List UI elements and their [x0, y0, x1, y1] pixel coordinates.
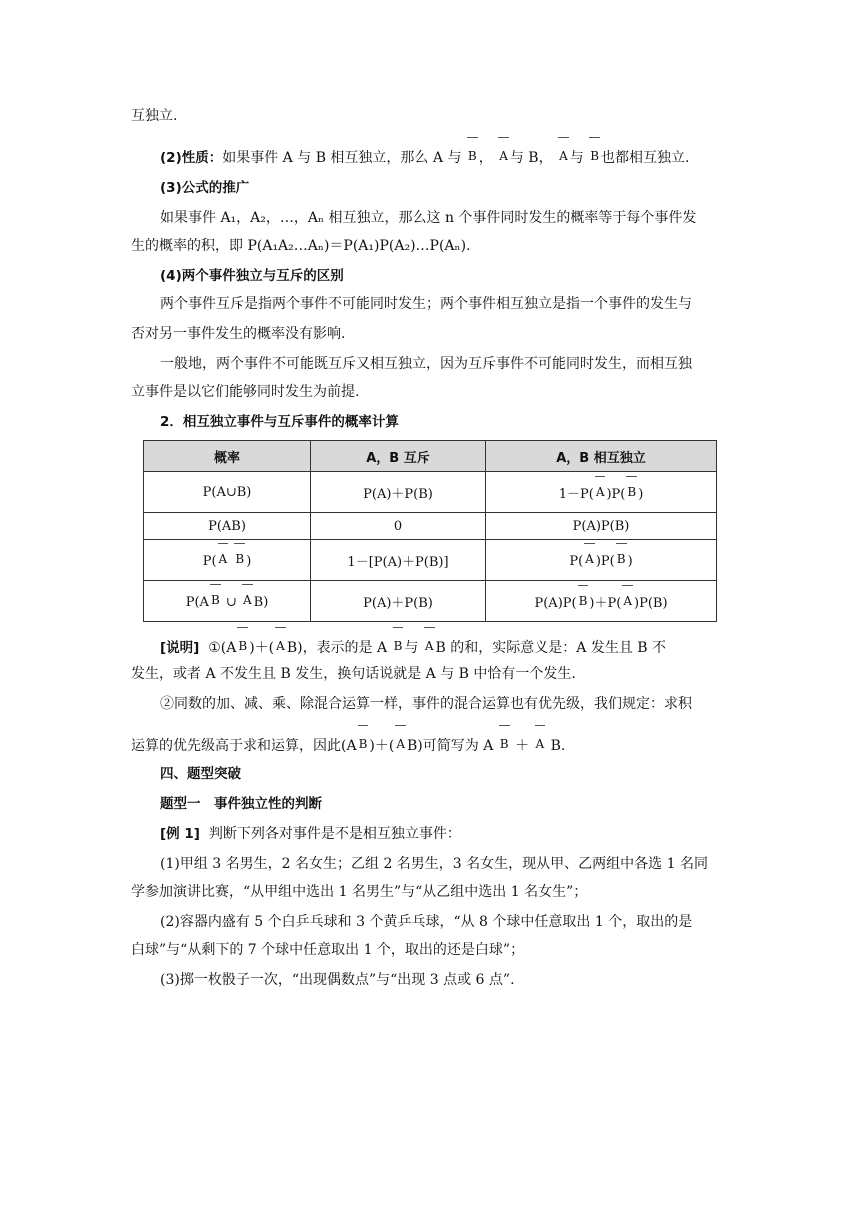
paragraph-line: 运算的优先级高于求和运算，因此(A B )＋( A B)可简写为 A B ＋ A B. — [131, 734, 731, 756]
overline-b: B — [210, 592, 220, 607]
overline-a: A — [557, 146, 570, 166]
overline-a: A — [394, 734, 407, 754]
overline-a: A — [534, 734, 547, 754]
text: 如果事件 A 与 B 相互独立，那么 A 与 — [222, 150, 462, 166]
table-cell: 0 — [311, 513, 486, 540]
paragraph-line: 一般地，两个事件不可能既互斥又相互独立，因为互斥事件不可能同时发生，而相互独 — [160, 356, 692, 372]
overline-b: B — [498, 734, 511, 754]
table-cell: P( A )P( B ) — [486, 540, 717, 581]
paragraph-line: 否对另一事件发生的概率没有影响. — [131, 326, 346, 342]
overline-a: A — [585, 551, 594, 566]
property-line — [160, 146, 760, 168]
overline-b: B — [616, 551, 626, 566]
table-cell: P(A)＋P(B) — [311, 472, 486, 513]
column-header: 概率 — [144, 441, 311, 472]
overline-b: B — [466, 146, 479, 166]
note-line: [说明] ①(A B )＋( A B)，表示的是 A B 与 A B 的和，实际意义是：A 发生且 B 不 — [160, 636, 760, 658]
overline-a: A — [595, 484, 605, 499]
table-row — [144, 540, 717, 581]
text: 与 — [569, 150, 584, 166]
column-header: A，B 相互独立 — [486, 441, 717, 472]
overline-b: B — [392, 636, 405, 656]
property-heading: (2)性质： — [160, 150, 223, 166]
section-heading: (3)公式的推广 — [160, 180, 250, 196]
table-cell: P(A B ∪ A B) — [144, 581, 311, 622]
table-row — [144, 472, 717, 513]
subsection-heading: 题型一 事件独立性的判断 — [160, 796, 322, 812]
overline-a: A — [242, 592, 252, 607]
overline-b: B — [578, 593, 588, 608]
paragraph-line: 学参加演讲比赛，“从甲组中选出 1 名男生”与“从乙组中选出 1 名女生”； — [131, 884, 588, 900]
example-label: [例 1] — [160, 826, 200, 842]
overline-b: B — [588, 146, 601, 166]
example-line: [例 1] 判断下列各对事件是不是相互独立事件： — [160, 826, 461, 842]
table-cell: 1－[P(A)＋P(B)] — [311, 540, 486, 581]
overline-b: B — [236, 636, 249, 656]
table-row — [144, 581, 717, 622]
column-header: A，B 互斥 — [311, 441, 486, 472]
probability-table — [143, 440, 717, 622]
paragraph-line: 发生，或者 A 不发生且 B 发生，换句话说就是 A 与 B 中恰有一个发生. — [131, 666, 576, 682]
table-cell: P(A∪B) — [144, 472, 311, 513]
table-row — [144, 513, 717, 540]
overline-a: A — [274, 636, 287, 656]
overline-b: B — [235, 551, 245, 566]
overline-a: A — [423, 636, 436, 656]
note-label: [说明] — [160, 640, 200, 656]
table-cell: P( A B ) — [144, 540, 311, 581]
table-cell: P(A)P(B) — [486, 513, 717, 540]
text: 与 B， — [509, 150, 553, 166]
text: ， — [478, 150, 493, 166]
section-heading: 2．相互独立事件与互斥事件的概率计算 — [160, 414, 399, 430]
section-heading: 四、题型突破 — [160, 766, 241, 782]
paragraph-line: 白球”与“从剩下的 7 个球中任意取出 1 个，取出的还是白球”； — [131, 942, 525, 958]
table-cell: P(AB) — [144, 513, 311, 540]
paragraph-line: 互独立. — [131, 108, 178, 124]
overline-a: A — [497, 146, 510, 166]
paragraph-line: (2)容器内盛有 5 个白乒乓球和 3 个黄乒乓球，“从 8 个球中任意取出 1 个，取出的是 — [160, 914, 693, 930]
paragraph-line: ②同数的加、减、乘、除混合运算一样，事件的混合运算也有优先级，我们规定：求积 — [160, 696, 692, 712]
overline-b: B — [357, 734, 370, 754]
table-header-row — [144, 441, 717, 472]
paragraph-line: 生的概率的积，即 P(A₁A₂…Aₙ)＝P(A₁)P(A₂)…P(Aₙ). — [131, 238, 471, 254]
section-heading: (4)两个事件独立与互斥的区别 — [160, 268, 344, 284]
paragraph-line: 立事件是以它们能够同时发生为前提. — [131, 384, 360, 400]
paragraph-line: 如果事件 A₁，A₂，…，Aₙ 相互独立，那么这 n 个事件同时发生的概率等于每个事件发 — [160, 210, 697, 226]
overline-a: A — [623, 593, 632, 608]
paragraph-line: (3)掷一枚骰子一次，“出现偶数点”与“出现 3 点或 6 点”. — [160, 972, 515, 988]
overline-b: B — [627, 484, 637, 499]
text: 也都相互独立. — [601, 150, 690, 166]
table-cell: P(A)P( B )＋P( A )P(B) — [486, 581, 717, 622]
overline-a: A — [218, 551, 228, 566]
table-cell: P(A)＋P(B) — [311, 581, 486, 622]
table-cell: 1－P( A )P( B ) — [486, 472, 717, 513]
paragraph-line: 两个事件互斥是指两个事件不可能同时发生；两个事件相互独立是指一个事件的发生与 — [160, 296, 692, 312]
paragraph-line: (1)甲组 3 名男生，2 名女生；乙组 2 名男生，3 名女生，现从甲、乙两组中各选 1 名同 — [160, 856, 708, 872]
